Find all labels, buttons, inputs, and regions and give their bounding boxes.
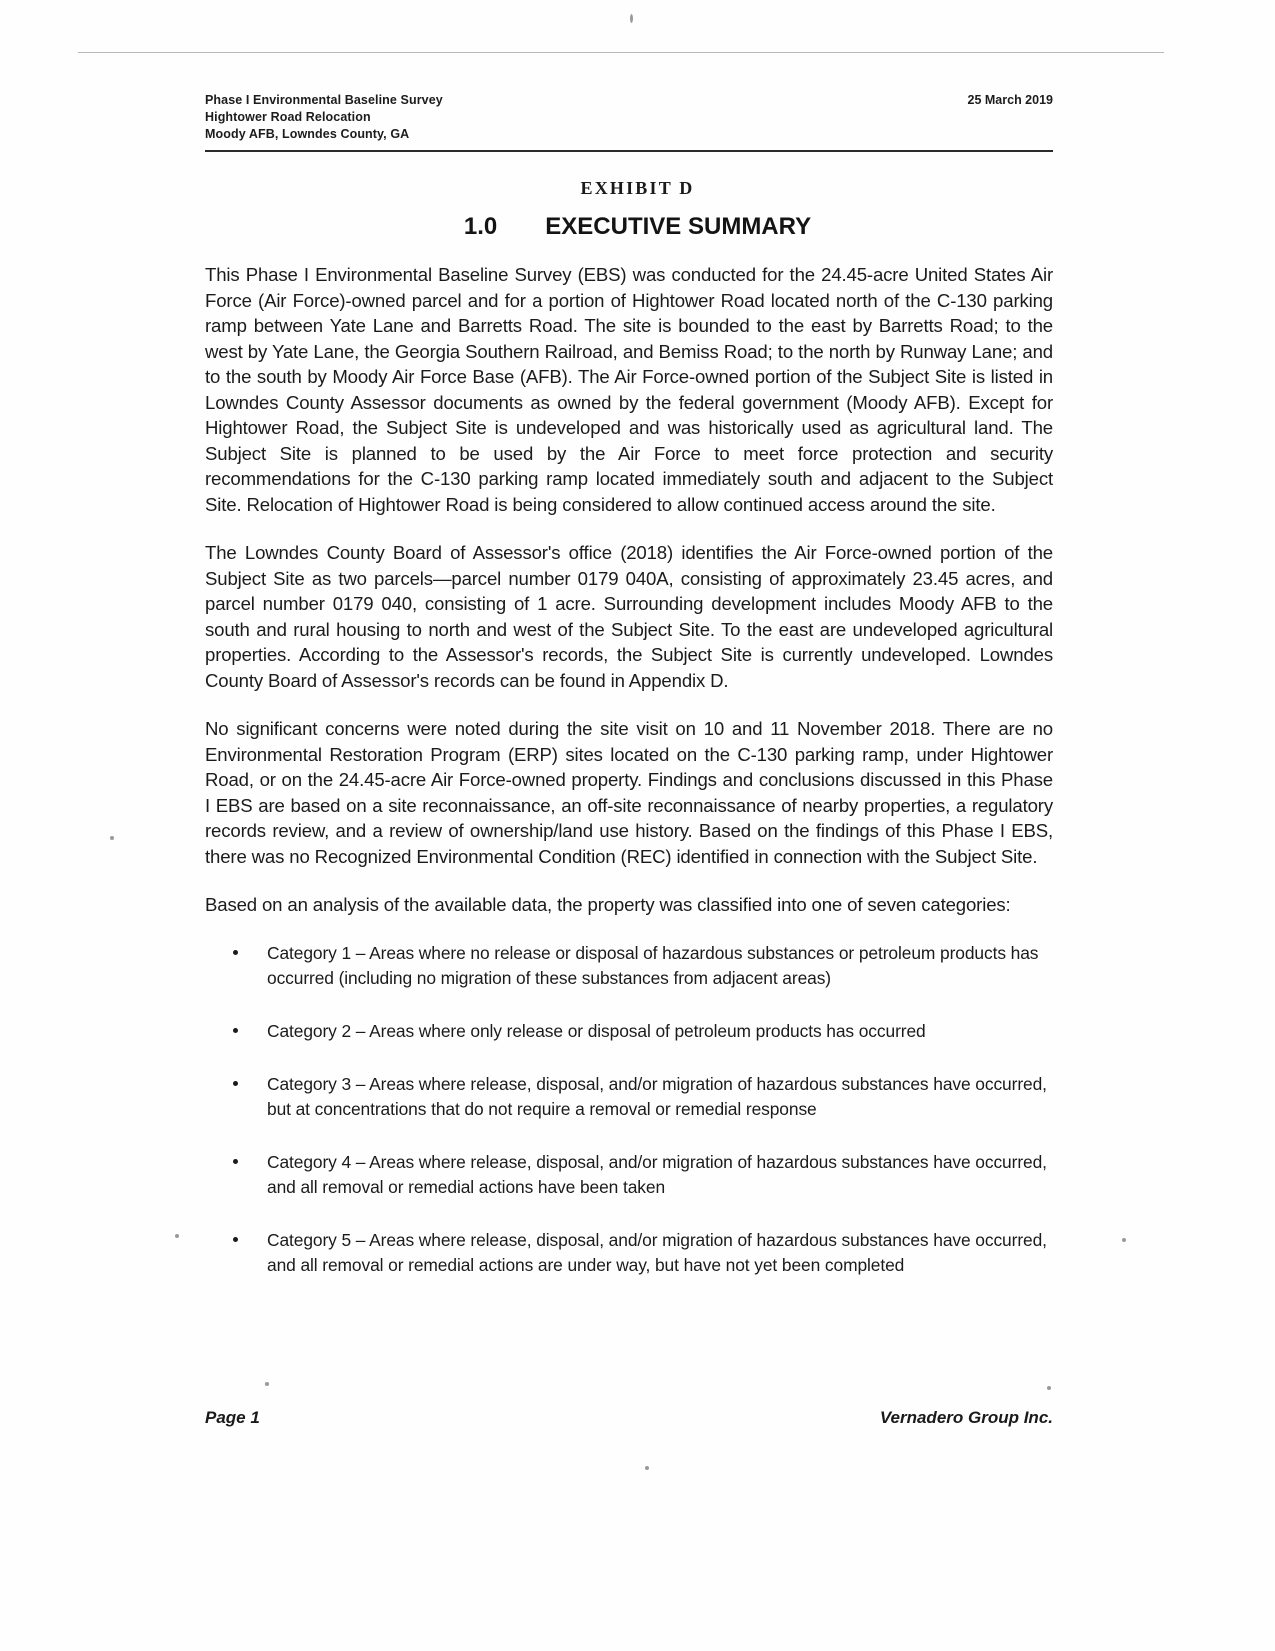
scan-speckle: [175, 1234, 179, 1238]
document-body: [205, 262, 1053, 1306]
list-item: [205, 1072, 1053, 1122]
scan-speckle: [265, 1382, 269, 1386]
list-item: [205, 1019, 1053, 1044]
category-list: [205, 941, 1053, 1278]
scan-speckle: [630, 14, 633, 23]
scan-speckle: [645, 1466, 649, 1470]
header-line-survey: Phase I Environmental Baseline Survey: [205, 93, 443, 107]
section-heading: [0, 213, 1275, 241]
paragraph-site-visit-findings: No significant concerns were noted during the site visit on 10 and 11 November 2018. There are no Environmental Restoration Program (ERP) sites located on the C-130 parking ramp, under Hightower Road, or on the 24.45-acre Air Force-owned property. Findings and conclusions discussed in this Phase I EBS are based on a site reconnaissance, an off-site reconnaissance of nearby properties, a regulatory records review, and a review of ownership/land use history. Based on the findings of this Phase I EBS, there was no Recognized Environmental Condition (REC) identified in connection with the Subject Site.: [205, 718, 1053, 867]
header-date: 25 March 2019: [967, 93, 1053, 107]
bullet-icon: [233, 1237, 238, 1242]
scan-edge-line: [78, 52, 1164, 53]
bullet-icon: [233, 950, 238, 955]
paragraph-site-description: This Phase I Environmental Baseline Survey (EBS) was conducted for the 24.45-acre United States Air Force (Air Force)-owned parcel and for a portion of Hightower Road located north of the C-130 parking ramp between Yate Lane and Barretts Road. The site is bounded to the east by Barretts Road; to the west by Yate Lane, the Georgia Southern Railroad, and Bemiss Road; to the north by Runway Lane; and to the south by Moody Air Force Base (AFB). The Air Force-owned portion of the Subject Site is listed in Lowndes County Assessor documents as owned by the federal government (Moody AFB). Except for Hightower Road, the Subject Site is undeveloped and was historically used as agricultural land. The Subject Site is planned to be used by the Air Force to meet force protection and security recommendations for the C-130 parking ramp located immediately south and adjacent to the Subject Site. Relocation of Hightower Road is being considered to allow continued access around the site.: [205, 264, 1053, 515]
bullet-icon: [233, 1159, 238, 1164]
list-item: [205, 1228, 1053, 1278]
section-title: EXECUTIVE SUMMARY: [545, 213, 812, 240]
exhibit-title: EXHIBIT D: [580, 178, 695, 198]
header-line-location: Moody AFB, Lowndes County, GA: [205, 127, 410, 141]
list-item: [205, 1150, 1053, 1200]
header-title-block: [205, 92, 443, 143]
document-header: [205, 92, 1053, 143]
company-name: Vernadero Group Inc.: [879, 1408, 1053, 1427]
list-item: [205, 941, 1053, 991]
category-text: Category 5 – Areas where release, disposal, and/or migration of hazardous substances have occurred, and all removal or remedial actions are under way, but have not yet been completed: [267, 1229, 1047, 1275]
page-number: Page 1: [205, 1408, 260, 1427]
bullet-icon: [233, 1028, 238, 1033]
document-footer: [205, 1408, 1053, 1428]
scan-speckle: [110, 836, 114, 840]
header-line-project: Hightower Road Relocation: [205, 110, 371, 124]
scan-speckle: [1122, 1238, 1126, 1242]
section-number: 1.0: [463, 213, 498, 240]
header-divider-rule: [205, 150, 1053, 152]
paragraph-parcel-info: The Lowndes County Board of Assessor's office (2018) identifies the Air Force-owned portion of the Subject Site as two parcels—parcel number 0179 040A, consisting of approximately 23.45 acres, and parcel number 0179 040, consisting of 1 acre. Surrounding development includes Moody AFB to the south and rural housing to north and west of the Subject Site. To the east are undeveloped agricultural properties. According to the Assessor's records, the Subject Site is currently undeveloped. Lowndes County Board of Assessor's records can be found in Appendix D.: [205, 542, 1053, 691]
category-text: Category 1 – Areas where no release or disposal of hazardous substances or petroleum products has occurred (including no migration of these substances from adjacent areas): [267, 942, 1039, 988]
category-text: Category 3 – Areas where release, disposal, and/or migration of hazardous substances have occurred, but at concentrations that do not require a removal or remedial response: [267, 1073, 1047, 1119]
paragraph-category-intro: Based on an analysis of the available data, the property was classified into one of seven categories:: [205, 894, 1011, 915]
bullet-icon: [233, 1081, 238, 1086]
category-text: Category 4 – Areas where release, disposal, and/or migration of hazardous substances have occurred, and all removal or remedial actions have been taken: [267, 1151, 1047, 1197]
scan-speckle: [1047, 1386, 1051, 1390]
category-text: Category 2 – Areas where only release or disposal of petroleum products has occurred: [267, 1020, 926, 1041]
